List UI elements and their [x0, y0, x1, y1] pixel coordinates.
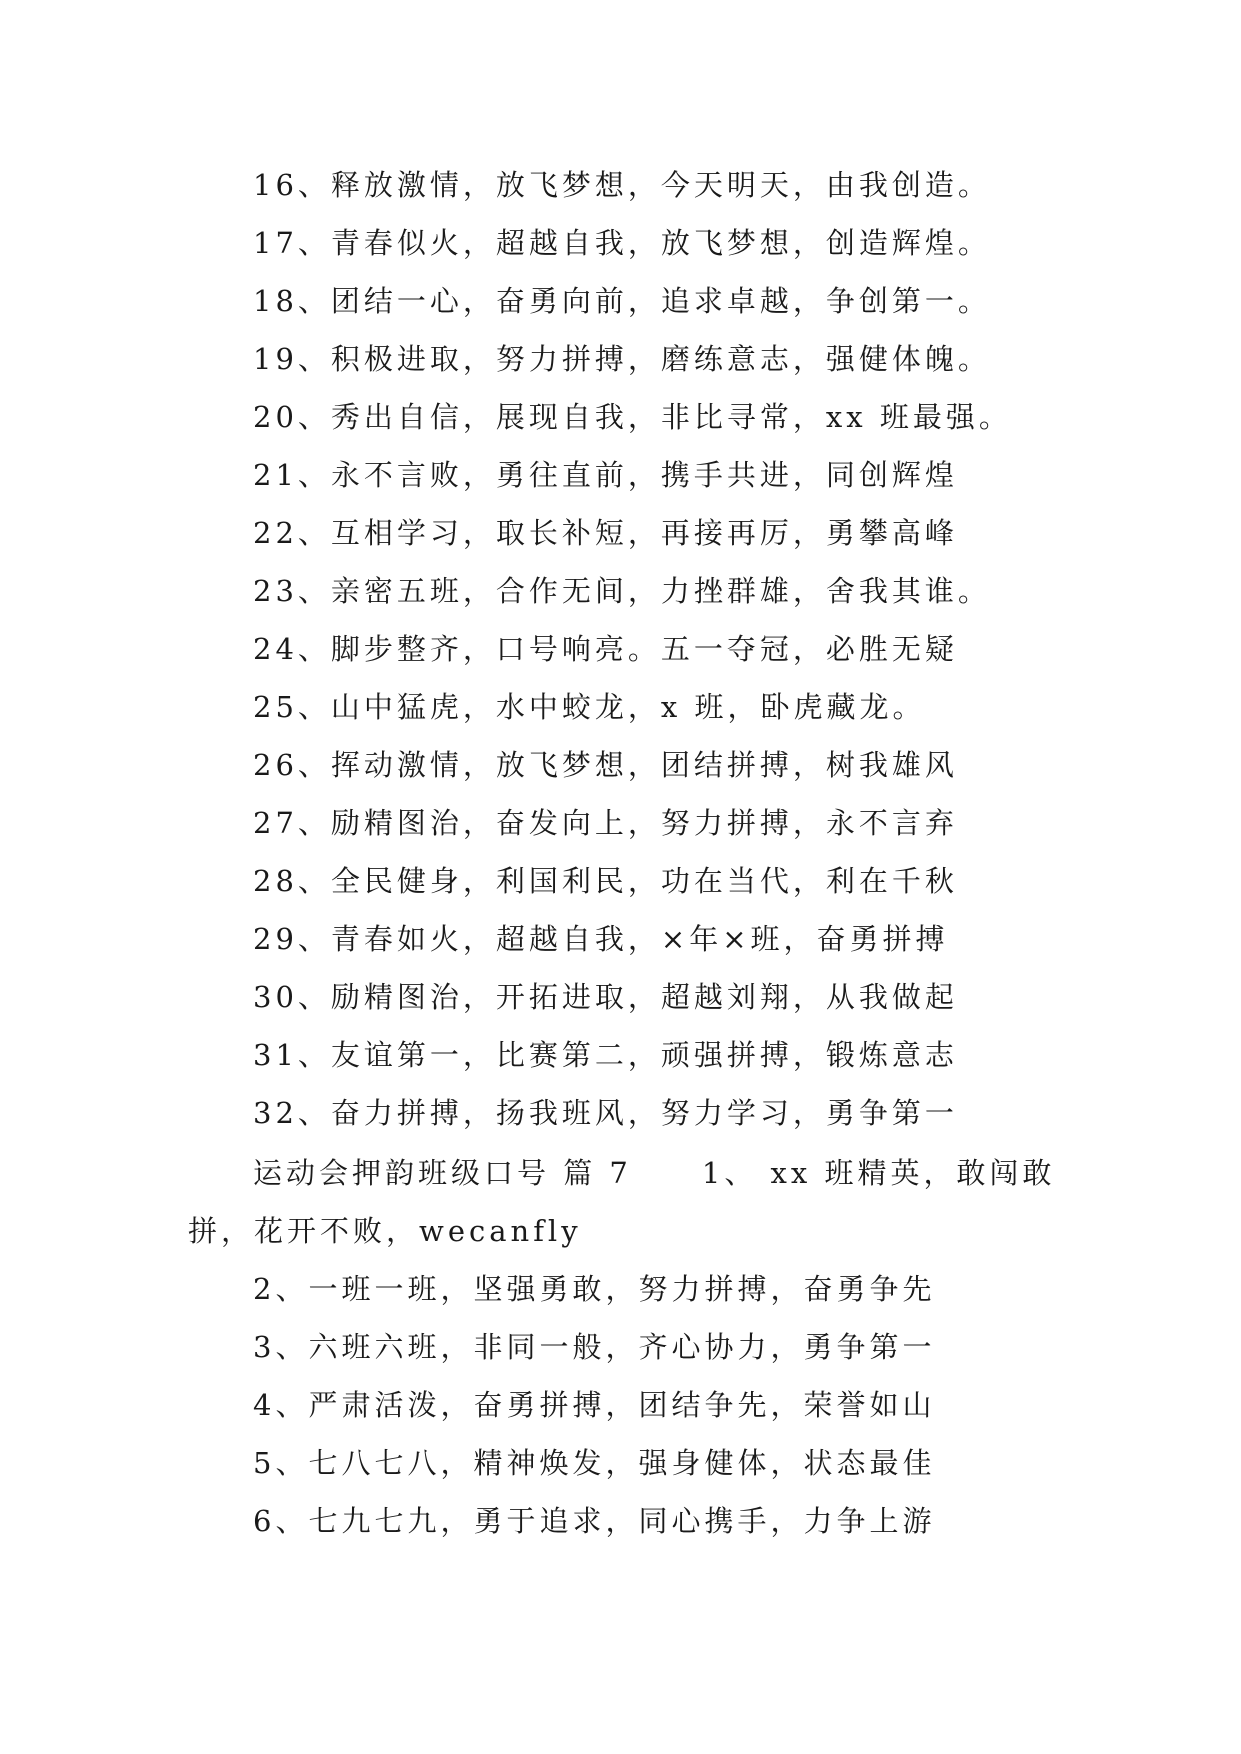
slogan-line: 2、一班一班，坚强勇敢，努力拼搏，奋勇争先 [253, 1272, 936, 1306]
slogan-line: 17、青春似火，超越自我，放飞梦想，创造辉煌。 [253, 226, 991, 260]
slogan-line: 31、友谊第一，比赛第二，顽强拼搏，锻炼意志 [253, 1038, 958, 1072]
slogan-line: 23、亲密五班，合作无间，力挫群雄，舍我其谁。 [253, 574, 991, 608]
slogan-line: 30、励精图治，开拓进取，超越刘翔，从我做起 [253, 980, 958, 1014]
slogan-line: 20、秀出自信，展现自我，非比寻常，xx 班最强。 [253, 400, 1012, 434]
slogan-line: 6、七九七九，勇于追求，同心携手，力争上游 [253, 1504, 936, 1538]
slogan-line: 21、永不言败，勇往直前，携手共进，同创辉煌 [253, 458, 958, 492]
slogan-line: 28、全民健身，利国利民，功在当代，利在千秋 [253, 864, 958, 898]
slogan-line: 4、严肃活泼，奋勇拼搏，团结争先，荣誉如山 [253, 1388, 936, 1422]
section-heading-line [253, 1153, 1056, 1193]
slogan-line: 3、六班六班，非同一般，齐心协力，勇争第一 [253, 1330, 936, 1364]
slogan-line: 22、互相学习，取长补短，再接再厉，勇攀高峰 [253, 516, 958, 550]
slogan-line: 16、释放激情，放飞梦想，今天明天，由我创造。 [253, 168, 991, 202]
first-item-start: 1、 xx 班精英，敢闯敢 [701, 1156, 1056, 1190]
slogan-line: 24、脚步整齐，口号响亮。五一夺冠，必胜无疑 [253, 632, 958, 666]
first-item-continuation: 拼，花开不败，wecanfly [188, 1214, 582, 1248]
slogan-line: 19、积极进取，努力拼搏，磨练意志，强健体魄。 [253, 342, 991, 376]
slogan-line: 27、励精图治，奋发向上，努力拼搏，永不言弃 [253, 806, 958, 840]
slogan-line: 25、山中猛虎，水中蛟龙，x 班，卧虎藏龙。 [253, 690, 926, 724]
slogan-line: 32、奋力拼搏，扬我班风，努力学习，勇争第一 [253, 1096, 958, 1130]
slogan-line: 18、团结一心，奋勇向前，追求卓越，争创第一。 [253, 284, 991, 318]
slogan-line: 26、挥动激情，放飞梦想，团结拼搏，树我雄风 [253, 748, 958, 782]
slogan-line: 29、青春如火，超越自我，×年×班，奋勇拼搏 [253, 922, 949, 956]
section-heading: 运动会押韵班级口号 篇 7 [253, 1156, 632, 1190]
slogan-line: 5、七八七八，精神焕发，强身健体，状态最佳 [253, 1446, 936, 1480]
